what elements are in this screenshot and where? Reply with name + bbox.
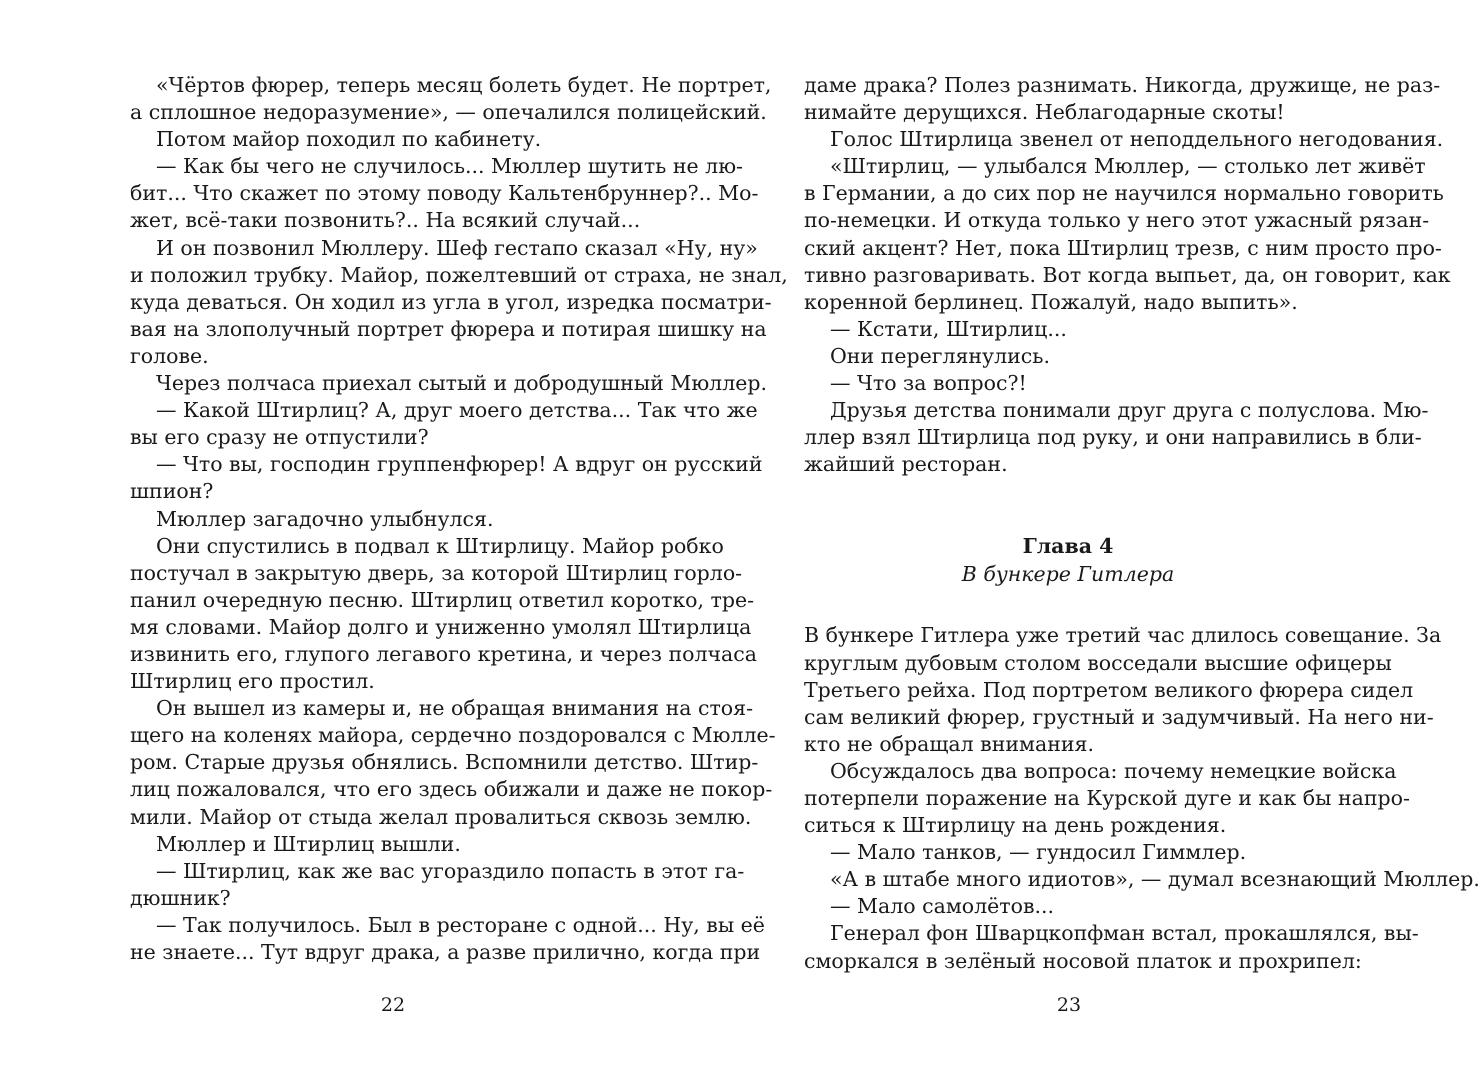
text-line: — Что вы, господин группенфюрер! А вдруг он русский: [156, 452, 763, 477]
text-line: — Как бы чего не случилось... Мюллер шутить не лю-: [156, 154, 743, 179]
text-line: — Штирлиц, как же вас угораздило попасть в этот га-: [156, 858, 745, 883]
chapter-title: В бункере Гитлера: [961, 562, 1175, 587]
text-line: мя словами. Майор долго и униженно умолял Штирлица: [130, 614, 752, 639]
text-line: В бункере Гитлера уже третий час длилось совещание. За: [804, 623, 1442, 648]
text-line: Генерал фон Шварцкопфман встал, прокашлялся, вы-: [830, 921, 1419, 946]
text-line: вы его сразу не отпустили?: [130, 425, 429, 450]
text-line: круглым дубовым столом восседали высшие офицеры: [804, 650, 1392, 675]
text-line: в Германии, а до сих пор не научился нормально говорить: [804, 181, 1444, 206]
text-line: постучал в закрытую дверь, за которой Штирлиц горло-: [130, 560, 743, 585]
text-line: — Что за вопрос?!: [830, 371, 1027, 396]
text-line: сморкался в зелёный носовой платок и прохрипел:: [804, 948, 1362, 973]
right-page-number: 23: [1056, 994, 1082, 1016]
text-line: — Мало самолётов...: [830, 894, 1055, 919]
right-page-text-top: [804, 72, 1451, 478]
text-line: Мюллер и Штирлиц вышли.: [156, 831, 461, 856]
right-page-text-bottom: [804, 622, 1480, 974]
text-line: по-немецки. И откуда только у него этот ужасный рязан-: [804, 208, 1430, 233]
text-line: тивно разговаривать. Вот когда выпьет, да, он говорит, как: [804, 262, 1451, 287]
right-page: [804, 72, 1480, 975]
chapter-heading: [804, 532, 1332, 588]
chapter-number: Глава 4: [1022, 534, 1114, 559]
text-line: жайший ресторан.: [804, 452, 1008, 477]
text-line: ситься к Штирлицу на день рождения.: [804, 813, 1227, 838]
text-line: извинить его, глупого легавого кретина, и через полчаса: [130, 641, 757, 666]
text-line: лиц пожаловался, что его здесь обижали и даже не покор-: [130, 777, 773, 802]
text-line: «Чёртов фюрер, теперь месяц болеть будет. Не портрет,: [156, 73, 772, 97]
text-line: ский акцент? Нет, пока Штирлиц трезв, с ним просто про-: [804, 235, 1442, 260]
text-line: Через полчаса приехал сытый и добродушный Мюллер.: [156, 371, 767, 396]
text-line: вая на злополучный портрет фюрера и потирая шишку на: [130, 316, 767, 341]
text-line: кто не обращал внимания.: [804, 731, 1094, 756]
text-line: нимайте дерущихся. Неблагодарные скоты!: [804, 100, 1285, 125]
left-page-number: 22: [380, 994, 406, 1016]
text-line: жет, всё-таки позвонить?.. На всякий случай...: [130, 208, 641, 233]
text-line: щего на коленях майора, сердечно поздоровался с Мюлле-: [130, 723, 776, 748]
text-line: Третьего рейха. Под портретом великого фюрера сидел: [804, 677, 1414, 702]
left-page: [130, 72, 788, 966]
text-line: «А в штабе много идиотов», — думал всезнающий Мюллер.: [830, 867, 1480, 892]
text-line: не знаете... Тут вдруг драка, а разве прилично, когда при: [130, 940, 761, 964]
text-line: и положил трубку. Майор, пожелтевший от страха, не знал,: [130, 262, 788, 287]
text-line: Они спустились в подвал к Штирлицу. Майор робко: [156, 533, 724, 558]
text-line: дюшник?: [130, 885, 231, 910]
text-line: — Какой Штирлиц? А, друг моего детства... Так что же: [156, 398, 758, 423]
text-line: мили. Майор от стыда желал провалиться сквозь землю.: [130, 804, 752, 829]
text-line: коренной берлинец. Пожалуй, надо выпить».: [804, 289, 1298, 314]
text-line: «Штирлиц, — улыбался Мюллер, — столько лет живёт: [830, 154, 1426, 179]
text-line: ллер взял Штирлица под руку, и они направились в бли-: [804, 425, 1422, 450]
text-line: Обсуждалось два вопроса: почему немецкие войска: [830, 758, 1397, 783]
text-line: Штирлиц его простил.: [130, 669, 375, 694]
text-line: ром. Старые друзья обнялись. Вспомнили детство. Штир-: [130, 750, 759, 775]
text-line: Друзья детства понимали друг друга с полуслова. Мю-: [830, 398, 1429, 423]
text-line: Мюллер загадочно улыбнулся.: [156, 506, 494, 531]
text-line: а сплошное недоразумение», — опечалился полицейский.: [130, 100, 767, 125]
text-line: бит... Что скажет по этому поводу Кальтенбруннер?.. Мо-: [130, 181, 759, 206]
text-line: потерпели поражение на Курской дуге и как бы напро-: [804, 785, 1410, 810]
text-line: И он позвонил Мюллеру. Шеф гестапо сказал «Ну, ну»: [156, 235, 758, 260]
text-line: — Так получилось. Был в ресторане с одной... Ну, вы её: [156, 912, 765, 937]
text-line: — Мало танков, — гундосил Гиммлер.: [830, 840, 1247, 865]
text-line: куда деваться. Он ходил из угла в угол, изредка посматри-: [130, 289, 772, 314]
text-line: шпион?: [130, 479, 214, 504]
text-line: сам великий фюрер, грустный и задумчивый. На него ни-: [804, 704, 1434, 729]
text-line: — Кстати, Штирлиц...: [830, 316, 1067, 341]
text-line: Он вышел из камеры и, не обращая внимания на стоя-: [156, 696, 754, 721]
text-line: Голос Штирлица звенел от неподдельного негодования.: [830, 127, 1444, 152]
text-line: даме драка? Полез разнимать. Никогда, дружище, не раз-: [804, 73, 1441, 97]
text-line: панил очередную песню. Штирлиц ответил коротко, тре-: [130, 587, 755, 612]
text-line: голове.: [130, 343, 209, 368]
text-line: Потом майор походил по кабинету.: [156, 127, 542, 152]
text-line: Они переглянулись.: [830, 343, 1050, 368]
